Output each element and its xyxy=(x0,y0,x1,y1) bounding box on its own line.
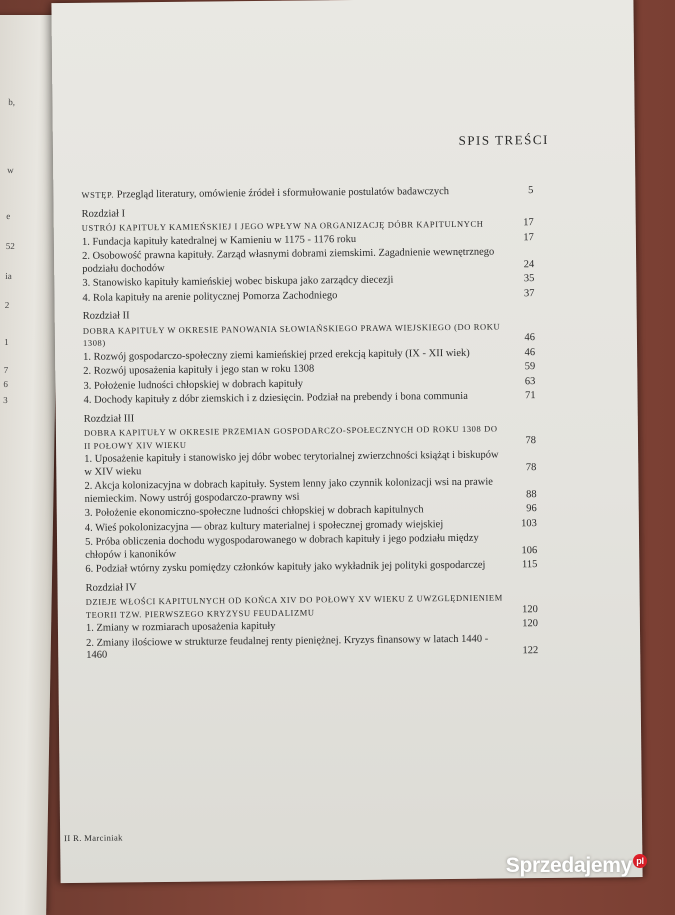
book-page xyxy=(51,0,642,883)
page-title: SPIS TREŚCI xyxy=(458,131,549,148)
page-number: 46 xyxy=(524,346,536,358)
chapter-label: Rozdział III xyxy=(83,412,135,425)
page-number: 106 xyxy=(521,544,538,556)
signature-footer: II R. Marciniak xyxy=(64,832,123,844)
watermark-text: Sprzedajemy xyxy=(505,854,632,877)
page-number: 120 xyxy=(521,603,538,615)
left-fragment: ia xyxy=(5,271,12,281)
toc-entry: 4. Dochody kapituły z dóbr ziemskich i z dziesięcin. Podział na prebendy i bona communia 71 xyxy=(83,390,536,406)
page-number: 120 xyxy=(522,618,538,630)
intro-label: WSTĘP. xyxy=(81,189,115,200)
toc-entry: 1. Zmiany w rozmiarach uposażenia kapituły 120 xyxy=(85,618,538,634)
chapter-label: Rozdział I xyxy=(81,207,126,220)
page-number: 78 xyxy=(525,461,537,473)
toc-entry: 1. Uposażenie kapituły i stanowisko jej dóbr wobec terytorialnej zwierzchności książąt i biskupów w XIV wieku 78 xyxy=(84,449,537,478)
page-number: 96 xyxy=(526,503,537,515)
page-number: 46 xyxy=(524,332,535,344)
page-number: 59 xyxy=(524,361,536,373)
intro-text: Przegląd literatury, omówienie źródeł i sformułowanie postulatów badawczych xyxy=(116,186,450,201)
left-fragment: e xyxy=(6,211,11,221)
toc-entry: 3. Stanowisko kapituły kamieńskiej wobec biskupa jako zarządcy diecezji 35 xyxy=(82,273,535,289)
watermark-badge: pl xyxy=(633,854,647,868)
toc-entry: 3. Położenie ekonomiczno-społeczne ludności chłopskiej w dobrach kapitulnych 96 xyxy=(84,503,537,519)
toc-entry: 6. Podział wtórny zysku pomiędzy członków kapituły jako wykładnik jej polityki gospodarczej 115 xyxy=(85,559,538,575)
toc-entry: 4. Wieś pokolonizacyjna — obraz kultury materialnej i społecznej gromady wiejskiej 103 xyxy=(84,517,537,534)
chapter-heading: DOBRA KAPITUŁY W OKRESIE PANOWANIA SŁOWIAŃSKIEGO PRAWA WIEJSKIEGO (DO ROKU 1308) 46 xyxy=(82,320,535,348)
toc-entry: 4. Rola kapituły na arenie politycznej Pomorza Zachodniego 37 xyxy=(82,287,535,304)
left-fragment: w xyxy=(7,165,14,175)
toc-entry: 2. Akcja kolonizacyjna w dobrach kapituły. System lenny jako czynnik kolonizacji wsi na prawie niemieckim. Nowy ustrój gospodarczo-prawny wsi 88 xyxy=(84,476,537,505)
toc-entry: 1. Rozwój gospodarczo-społeczny ziemi kamieńskiej przed erekcją kapituły (IX - XII wiek) 46 xyxy=(83,346,536,363)
left-fragment: 3 xyxy=(3,395,8,405)
page-number: 17 xyxy=(523,231,534,243)
toc-entry: 2. Rozwój uposażenia kapituły i jego stan w roku 1308 59 xyxy=(83,361,536,377)
table-of-contents xyxy=(81,184,538,664)
left-fragment: 2 xyxy=(4,300,10,310)
page-number: 78 xyxy=(525,434,537,446)
left-fragment: b, xyxy=(8,97,16,107)
left-fragment: 6 xyxy=(3,379,9,389)
page-number: 63 xyxy=(524,375,536,387)
left-fragment: 52 xyxy=(5,241,15,251)
page-number: 37 xyxy=(523,287,535,299)
left-fragment: 7 xyxy=(3,365,9,375)
toc-intro xyxy=(81,184,533,202)
chapter-heading: DOBRA KAPITUŁY W OKRESIE PRZEMIAN GOSPODARCZO-SPOŁECZNYCH OD ROKU 1308 DO II POŁOWY XIV WIEKU 78 xyxy=(83,423,537,451)
chapter-label: Rozdział II xyxy=(82,310,130,322)
left-fragment: 1 xyxy=(4,337,9,347)
toc-entry: 5. Próba obliczenia dochodu wygospodarowanego w dobrach kapituły i jego podziału między chłopów i kanoników 106 xyxy=(84,532,538,561)
toc-entry: 2. Osobowość prawna kapituły. Zarząd własnymi dobrami ziemskimi. Zagadnienie wewnętrznego podziału dochodów 24 xyxy=(82,246,535,275)
page-number: 5 xyxy=(528,185,534,197)
chapter-label: Rozdział IV xyxy=(85,581,137,594)
page-number: 71 xyxy=(524,390,536,402)
chapter-heading: USTRÓJ KAPITUŁY KAMIEŃSKIEJ I JEGO WPŁYW NA ORGANIZACJĘ DÓBR KAPITULNYCH 17 xyxy=(81,217,534,233)
page-number: 103 xyxy=(521,517,537,529)
sprzedajemy-watermark xyxy=(506,854,647,878)
toc-entry: 1. Fundacja kapituły katedralnej w Kamieniu w 1175 - 1176 roku 17 xyxy=(81,231,534,248)
page-number: 88 xyxy=(526,488,537,500)
page-number: 24 xyxy=(523,258,535,270)
page-number: 115 xyxy=(521,559,538,571)
page-number: 17 xyxy=(523,217,534,229)
chapter-heading: DZIEJE WŁOŚCI KAPITULNYCH OD KOŃCA XIV DO POŁOWY XV WIEKU Z UWZGLĘDNIENIEM TEORII TZW. PIERWSZEGO KRYZYSU FEUDALIZMU 120 xyxy=(85,592,538,620)
page-number: 35 xyxy=(523,273,535,285)
toc-entry: 2. Zmiany ilościowe w strukturze feudalnej renty pieniężnej. Kryzys finansowy w latach 1440 - 1460 122 xyxy=(86,633,539,661)
toc-entry: 3. Położenie ludności chłopskiej w dobrach kapituły 63 xyxy=(83,375,536,392)
page-number: 122 xyxy=(522,645,539,657)
